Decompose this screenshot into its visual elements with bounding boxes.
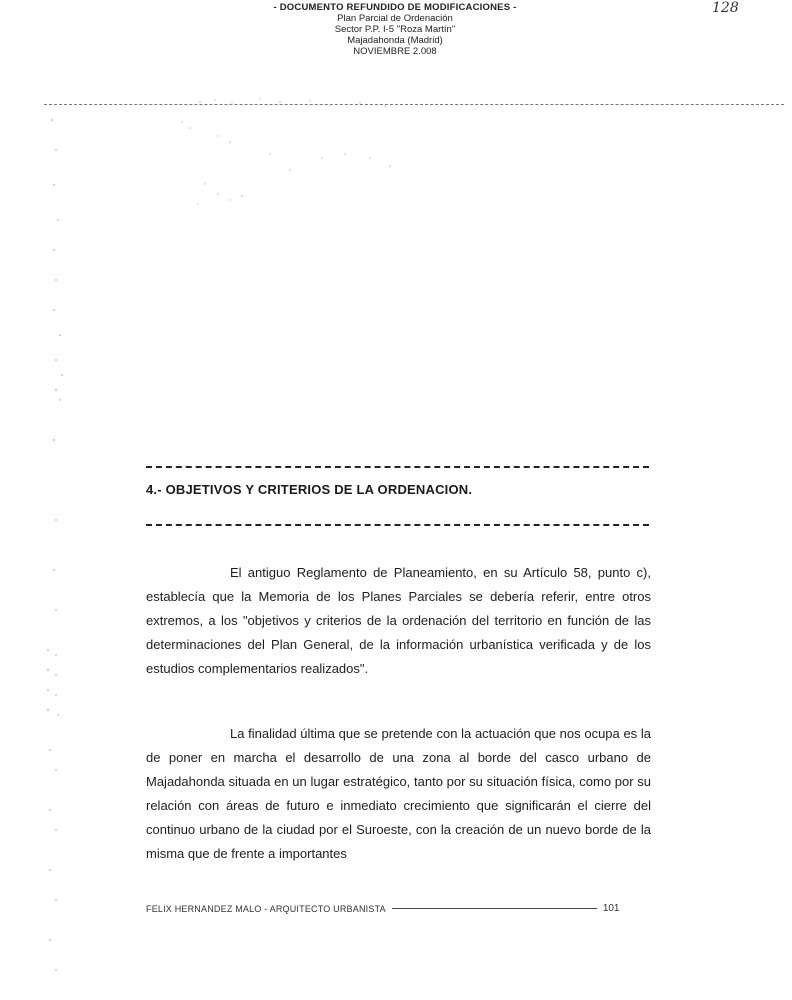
header-sector: Sector P.P. I-5 "Roza Martín" (334, 24, 456, 35)
scan-smudge (170, 96, 430, 216)
handwritten-page-mark: 128 (712, 0, 739, 16)
footer-rule (392, 908, 597, 909)
section-rule-top (146, 466, 649, 468)
footer-page-number: 101 (602, 903, 620, 914)
header-plan-name: Plan Parcial de Ordenación (337, 13, 453, 24)
section-title: 4.- OBJETIVOS Y CRITERIOS DE LA ORDENACION. (146, 482, 473, 497)
scan-margin-specks (42, 110, 72, 990)
body-paragraph: El antiguo Reglamento de Planeamiento, en su Artículo 58, punto c), establecía que la Memoria de los Planes Parciales se debería referir, entre otros extremos, a los "objetivos y criterios de la ordenación del territorio en función de las determinaciones del Plan General, de la información urbanística verificada y de los estudios complementarios realizados". (146, 565, 651, 676)
header-title: - DOCUMENTO REFUNDIDO DE MODIFICACIONES - (273, 2, 517, 13)
page-footer (146, 903, 666, 914)
footer-author: FELIX HERNANDEZ MALO - ARQUITECTO URBANISTA (146, 903, 386, 914)
section-rule-bottom (146, 524, 649, 526)
header-location: Majadahonda (Madrid) (347, 35, 443, 46)
document-header (240, 2, 550, 57)
body-paragraph: La finalidad última que se pretende con la actuación que nos ocupa es la de poner en marcha el desarrollo de una zona al borde del casco urbano de Majadahonda situada en un lugar estratégico, tanto por su situación física, como por su relación con áreas de futuro e inmediato crecimiento que significarán el cierre del continuo urbano de la ciudad por el Suroeste, con la creación de un nuevo borde de la misma que de frente a importantes (146, 726, 651, 861)
header-date: NOVIEMBRE 2.008 (353, 46, 437, 57)
